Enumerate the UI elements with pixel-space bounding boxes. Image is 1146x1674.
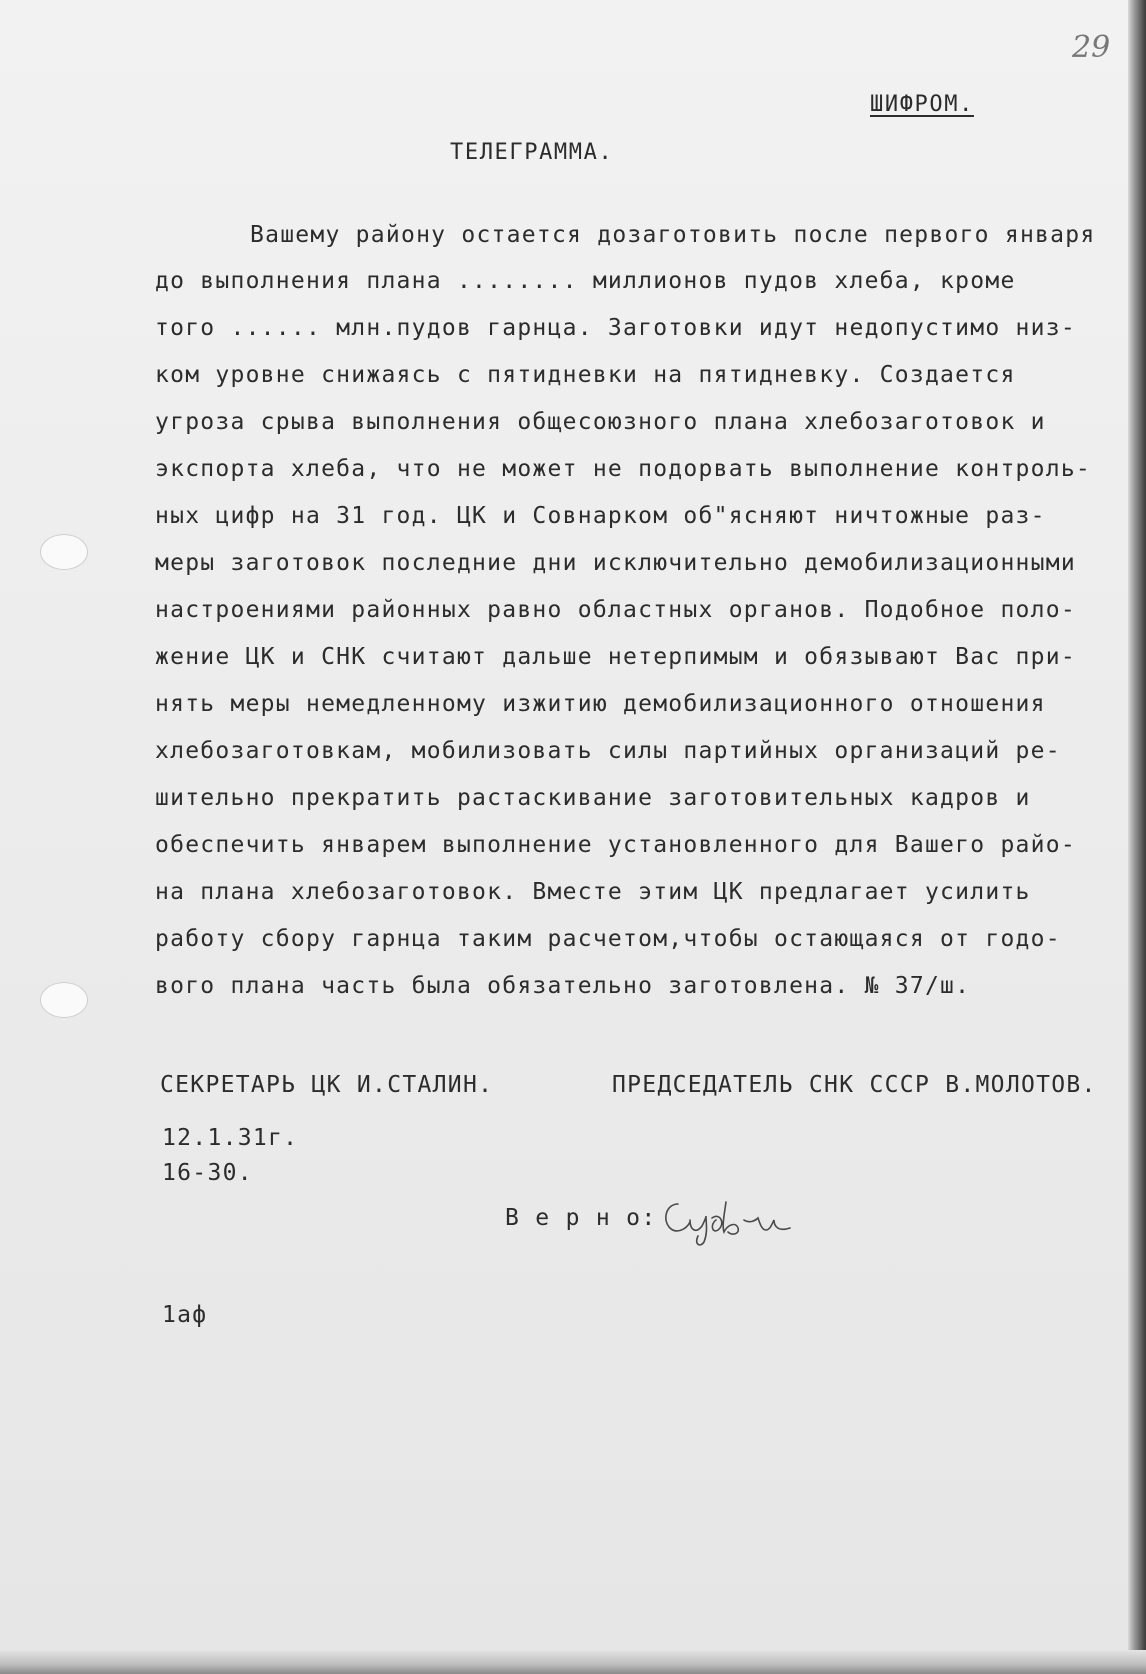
body-line: экспорта хлеба, что не может не подорвать выполнение контроль-: [155, 456, 1092, 482]
punch-hole: [40, 982, 88, 1018]
body-line: Вашему району остается дозаготовить после первого января: [250, 222, 1096, 248]
certification-label: В е р н о:: [505, 1205, 657, 1231]
body-line: ком уровне снижаясь с пятидневки на пятидневку. Создается: [155, 362, 1016, 388]
body-line: вого плана часть была обязательно заготовлена. № 37/ш.: [155, 973, 971, 999]
body-line: того ...... млн.пудов гарнца. Заготовки идут недопустимо низ-: [155, 315, 1076, 341]
body-line: шительно прекратить растаскивание заготовительных кадров и: [155, 785, 1031, 811]
handwritten-signature: [660, 1190, 810, 1250]
body-line: до выполнения плана ........ миллионов пудов хлеба, кроме: [155, 268, 1016, 294]
body-line: нять меры немедленному изжитию демобилизационного отношения: [155, 691, 1046, 717]
body-line: обеспечить январем выполнение установленного для Вашего райо-: [155, 832, 1076, 858]
cipher-note: ШИФРОМ.: [870, 92, 974, 117]
body-line: работу сбору гарнца таким расчетом,чтобы остающаяся от годо-: [155, 926, 1061, 952]
body-line: на плана хлебозаготовок. Вместе этим ЦК предлагает усилить: [155, 879, 1031, 905]
page-edge-shadow: [1128, 0, 1146, 1674]
body-line: настроениями районных равно областных органов. Подобное поло-: [155, 597, 1076, 623]
body-line: ных цифр на 31 год. ЦК и Совнарком об"ясняют ничтожные раз-: [155, 503, 1046, 529]
page-bottom-edge: [0, 1650, 1146, 1674]
document-time: 16-30.: [162, 1160, 253, 1186]
body-line: хлебозаготовкам, мобилизовать силы партийных организаций ре-: [155, 738, 1061, 764]
archive-page-number: 29: [1072, 30, 1111, 65]
signatory-left: СЕКРЕТАРЬ ЦК И.СТАЛИН.: [160, 1072, 494, 1098]
body-line: жение ЦК и СНК считают дальше нетерпимым и обязывают Вас при-: [155, 644, 1076, 670]
document-date: 12.1.31г.: [162, 1125, 299, 1151]
copy-mark: 1аф: [162, 1302, 208, 1328]
body-line: угроза срыва выполнения общесоюзного плана хлебозаготовок и: [155, 409, 1046, 435]
document-title: ТЕЛЕГРАММА.: [450, 140, 614, 165]
signatory-right: ПРЕДСЕДАТЕЛЬ СНК СССР В.МОЛОТОВ.: [612, 1072, 1097, 1098]
body-line: меры заготовок последние дни исключительно демобилизационными: [155, 550, 1076, 576]
punch-hole: [40, 534, 88, 570]
